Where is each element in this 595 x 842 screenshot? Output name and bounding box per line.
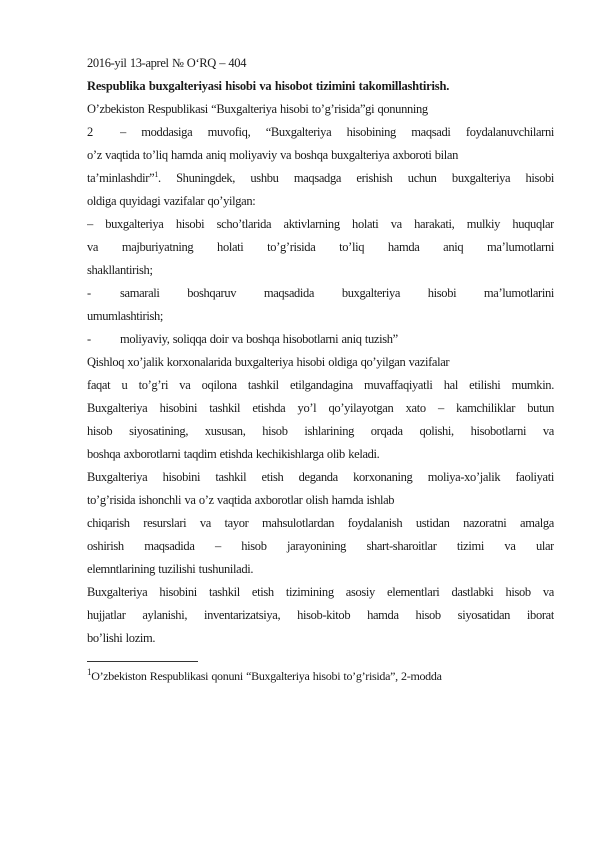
body-line-20: oshirish maqsadida – hisob jarayonining shart-sharoitlar tizimi va ular — [87, 539, 554, 553]
body-line-6: – buxgalteriya hisobi scho’tlarida aktivlarning holati va harakati, mulkiy huquqlar — [87, 217, 554, 231]
footnote — [87, 668, 554, 684]
body-line-15: hisob siyosatining, xususan, hisob ishlarining orqada qolishi, hisobotlarni va — [87, 424, 554, 438]
body-line-11-text: moliyaviy, soliqqa doir va boshqa hisobotlarni aniq tuzish” — [120, 332, 398, 346]
body-line-4 — [87, 167, 554, 190]
body-line-12: Qishloq xo’jalik korxonalarida buxgalteriya hisobi oldiga qo’yilgan vazifalar — [87, 355, 450, 369]
footnote-reference: 1 — [154, 169, 158, 179]
footnote-mark: 1 — [87, 667, 92, 677]
date-line: 2016-yil 13-aprel № O‘RQ – 404 — [87, 56, 247, 70]
body-line-8: shakllantirish; — [87, 263, 153, 277]
body-line-7: va majburiyatning holati to’g’risida to’liq hamda aniq ma’lumotlarni — [87, 240, 554, 254]
document-title: Respublika buxgalteriyasi hisobi va hisobot tizimini takomillashtirish. — [87, 79, 450, 93]
body-line-21: elemntlarining tuzilishi tushuniladi. — [87, 562, 254, 576]
body-line-9-text: samarali boshqaruv maqsadida buxgalteriya hisobi ma’lumotlarini — [120, 286, 554, 300]
body-line-23: hujjatlar aylanishi, inventarizatsiya, hisob-kitob hamda hisob siyosatidan iborat — [87, 608, 554, 622]
footnote-text: O’zbekiston Respublikasi qonuni “Buxgalteriya hisobi to’g’risida”, 2-modda — [91, 669, 442, 683]
body-line-3: o’z vaqtida to’liq hamda aniq moliyaviy va boshqa buxgalteriya axboroti bilan — [87, 148, 459, 162]
body-line-24: bo’lishi lozim. — [87, 631, 156, 645]
body-line-22: Buxgalteriya hisobini tashkil etish tizimining asosiy elementlari dastlabki hisob va — [87, 585, 554, 599]
body-line-14: Buxgalteriya hisobini tashkil etishda yo’l qo’yilayotgan xato – kamchiliklar butun — [87, 401, 554, 415]
body-line-17: Buxgalteriya hisobini tashkil etish deganda korxonaning moliya-xo’jalik faoliyati — [87, 470, 554, 484]
body-line-1: O’zbekiston Respublikasi “Buxgalteriya hisobi to’g’risida”gi qonunning — [87, 102, 428, 116]
body-line-4-post: . Shuningdek, ushbu maqsadga erishish uchun buxgalteriya hisobi — [157, 171, 554, 185]
body-line-13: faqat u to’g’ri va oqilona tashkil etilgandagina muvaffaqiyatli hal etilishi mumkin. — [87, 378, 554, 392]
body-line-2 — [87, 121, 554, 144]
body-line-9 — [87, 282, 554, 305]
document-page — [87, 52, 554, 684]
footnote-separator — [87, 661, 198, 662]
body-line-5: oldiga quyidagi vazifalar qo’yilgan: — [87, 194, 256, 208]
body-line-2-text: – moddasiga muvofiq, “Buxgalteriya hisobining maqsadi foydalanuvchilarni — [120, 125, 554, 139]
list-dash: - — [87, 332, 91, 346]
list-dash: - — [87, 286, 91, 300]
body-line-4-pre: ta’minlashdir” — [87, 171, 155, 185]
body-line-10: umumlashtirish; — [87, 309, 164, 323]
article-number: 2 — [87, 125, 93, 139]
body-line-16: boshqa axborotlarni taqdim etishda kechikishlarga olib keladi. — [87, 447, 380, 461]
body-line-11 — [87, 328, 554, 351]
body-line-19: chiqarish resurslari va tayor mahsulotlardan foydalanish ustidan nazoratni amalga — [87, 516, 554, 530]
body-line-18: to’g’risida ishonchli va o’z vaqtida axborotlar olish hamda ishlab — [87, 493, 395, 507]
